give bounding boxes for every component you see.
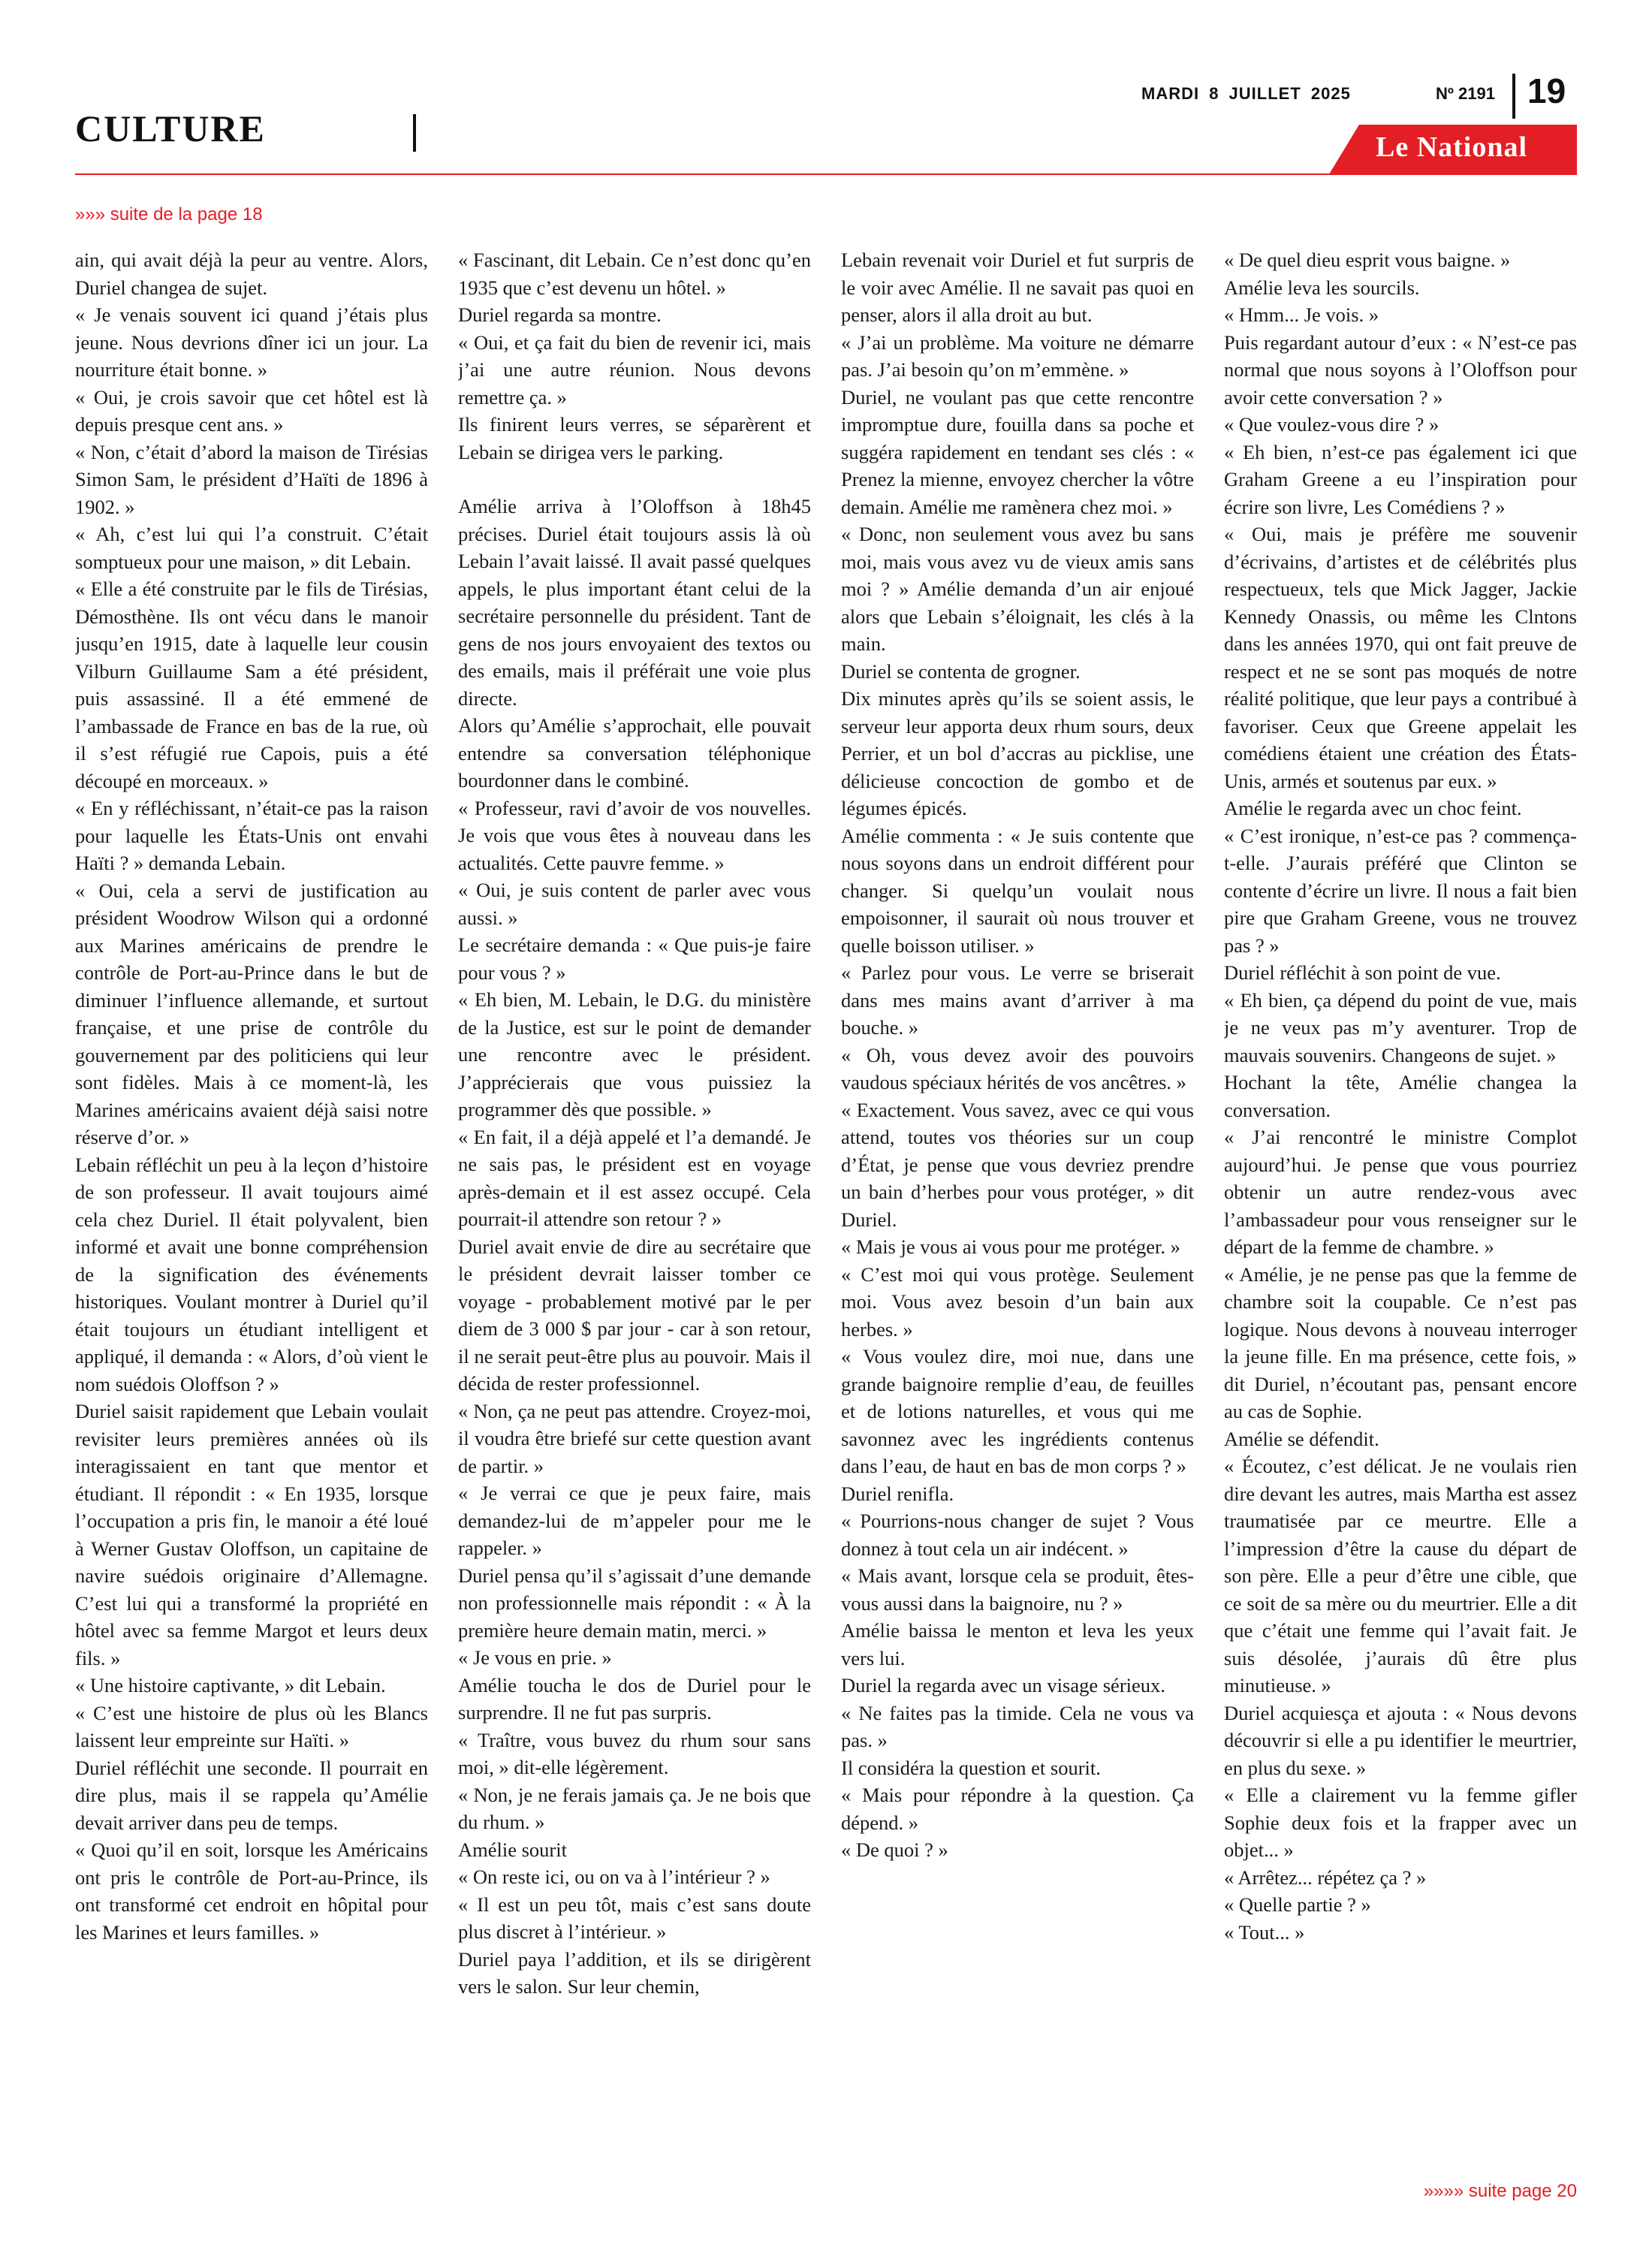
article-paragraph: « Donc, non seulement vous avez bu sans moi, mais vous avez vu de vieux amis sans moi ? » Amélie demanda d’un air enjoué alors que Lebain s’éloignait, les clés à la main. [841, 523, 1194, 655]
article-paragraph: « Fascinant, dit Lebain. Ce n’est donc qu’en 1935 que c’est devenu un hôtel. » [458, 249, 811, 299]
article-body [75, 246, 1577, 2154]
publication-date: MARDI 8 JUILLET 2025 [1141, 84, 1351, 103]
article-paragraph: « Ne faites pas la timide. Cela ne vous va pas. » [841, 1701, 1194, 1751]
page-header [0, 0, 1652, 195]
article-paragraph: « Il est un peu tôt, mais c’est sans doute plus discret à l’intérieur. » [458, 1893, 811, 1943]
article-column-1 [75, 246, 428, 2154]
article-paragraph: Amélie le regarda avec un choc feint. [1224, 797, 1522, 819]
header-rule [75, 173, 1577, 175]
article-paragraph: Duriel, ne voulant pas que cette rencontre impromptue dure, fouilla dans sa poche et suggéra rapidement en tendant ses clés : « Prenez la mienne, envoyez chercher la vôtre demain. Amélie me ramènera chez moi. » [841, 385, 1194, 518]
article-paragraph: « J’ai un problème. Ma voiture ne démarre pas. J’ai besoin qu’on m’emmène. » [841, 330, 1194, 381]
article-paragraph: Alors qu’Amélie s’approchait, elle pouvait entendre sa conversation téléphonique bourdonner dans le combiné. [458, 714, 811, 792]
article-paragraph: « Arrêtez... répétez ça ? » [1224, 1865, 1427, 1889]
article-paragraph: « Une histoire captivante, » dit Lebain. [75, 1674, 386, 1697]
article-paragraph: « Parlez pour vous. Le verre se briserait dans mes mains avant d’arriver à ma bouche. » [841, 961, 1194, 1039]
article-paragraph: « En y réfléchissant, n’était-ce pas la raison pour laquelle les États-Unis ont envahi Haïti ? » demanda Lebain. [75, 797, 428, 874]
article-paragraph: Duriel pensa qu’il s’agissait d’une demande non professionnelle mais répondit : « À la première heure demain matin, merci. » [458, 1564, 811, 1642]
article-paragraph: Duriel paya l’addition, et ils se dirigèrent vers le salon. Sur leur chemin, [458, 1947, 811, 1998]
article-paragraph: « Quoi qu’il en soit, lorsque les Américains ont pris le contrôle de Port-au-Prince, ils ont transformé cet endroit en hôpital pour les Marines et leurs familles. » [75, 1838, 428, 1944]
article-paragraph: Amélie se défendit. [1224, 1427, 1379, 1450]
article-paragraph: Duriel saisit rapidement que Lebain voulait revisiter leurs premières années où ils interagissaient en tant que mentor et étudiant. Il répondit : « En 1935, lorsque l’occupation a pris fin, le manoir a été loué à Werner Gustav Oloffson, un capitaine de navire suédois originaire d’Allemagne. C’est lui qui a transformé la propriété en hôtel avec sa femme Margot et leurs deux fils. » [75, 1400, 428, 1669]
article-paragraph: « Non, je ne ferais jamais ça. Je ne bois que du rhum. » [458, 1783, 811, 1833]
article-column-2 [458, 246, 811, 2154]
article-paragraph: Amélie toucha le dos de Duriel pour le surprendre. Il ne fut pas surpris. [458, 1673, 811, 1724]
article-paragraph: « Eh bien, ça dépend du point de vue, mais je ne veux pas m’y aventurer. Trop de mauvais souvenirs. Changeons de sujet. » [1224, 988, 1577, 1066]
issue-number: Nº 2191 [1436, 84, 1495, 103]
page-number: 19 [1527, 71, 1566, 110]
article-column-3 [841, 246, 1194, 2154]
article-paragraph: « Je verrai ce que je peux faire, mais demandez-lui de m’appeler pour me le rappeler. » [458, 1482, 811, 1559]
article-paragraph: « Pourrions-nous changer de sujet ? Vous donnez à tout cela un air indécent. » [841, 1510, 1194, 1560]
article-paragraph: « Que voulez-vous dire ? » [1224, 413, 1439, 436]
section-title: CULTURE [75, 107, 266, 149]
article-paragraph: « Mais pour répondre à la question. Ça dépend. » [841, 1784, 1194, 1834]
article-paragraph: Puis regardant autour d’eux : « N’est-ce pas normal que nous soyons à l’Oloffson pour avoir cette conversation ? » [1224, 330, 1577, 409]
article-paragraph: « Mais je vous ai vous pour me protéger. » [841, 1235, 1180, 1258]
page-number-divider [1512, 74, 1515, 119]
article-paragraph: Amélie commenta : « Je suis contente que nous soyons dans un endroit différent pour changer. Si quelqu’un voulait nous empoisonner, il saurait où nous trouver et quelle boisson utiliser. » [841, 824, 1194, 957]
article-paragraph: Lebain revenait voir Duriel et fut surpris de le voir avec Amélie. Il ne savait pas quoi en penser, alors il alla droit au but. [841, 249, 1194, 326]
article-paragraph: Amélie leva les sourcils. [1224, 276, 1420, 299]
article-paragraph: « C’est une histoire de plus où les Blancs laissent leur empreinte sur Haïti. » [75, 1701, 428, 1751]
article-paragraph: « Oui, je crois savoir que cet hôtel est là depuis presque cent ans. » [75, 385, 428, 436]
article-paragraph: Duriel avait envie de dire au secrétaire que le président devrait laisser tomber ce voyage - probablement motivé par le per diem de 3 000 $ par jour - car à son retour, il ne serait peut-être plus au pouvoir. Mais il décida de rester professionnel. [458, 1235, 811, 1395]
article-paragraph: « Eh bien, n’est-ce pas également ici que Graham Greene a eu l’inspiration pour écrire son livre, Les Comédiens ? » [1224, 440, 1577, 518]
article-paragraph: Duriel renifla. [841, 1482, 954, 1505]
article-paragraph: « Mais avant, lorsque cela se produit, êtes-vous aussi dans la baignoire, nu ? » [841, 1564, 1194, 1615]
article-paragraph: « Oui, cela a servi de justification au président Woodrow Wilson qui a ordonné aux Marines américains de prendre le contrôle de Port-au-Prince dans le but de diminuer l’influence allemande, et surtout française, et une prise de contrôle du gouvernement par des politiciens qui leur sont fidèles. Mais à ce moment-là, les Marines américains avaient déjà saisi notre réserve d’or. » [75, 879, 428, 1148]
article-paragraph: Dix minutes après qu’ils se soient assis, le serveur leur apporta deux rhum sours, deux Perrier, et un bol d’accras au picklise, une délicieuse concoction de gombo et de légumes épicés. [841, 687, 1194, 819]
article-paragraph: « On reste ici, ou on va à l’intérieur ? » [458, 1865, 770, 1888]
article-paragraph: « Je venais souvent ici quand j’étais plus jeune. Nous devrions dîner ici un jour. La nourriture était bonne. » [75, 303, 428, 381]
article-paragraph: Duriel se contenta de grogner. [841, 659, 1081, 683]
newspaper-name: Le National [1376, 131, 1528, 163]
article-paragraph: Amélie sourit [458, 1838, 567, 1861]
article-paragraph: « C’est ironique, n’est-ce pas ? commença-t-elle. J’aurais préféré que Clinton se contente d’écrire un livre. Il nous a fait bien pire que Graham Greene, vous ne trouvez pas ? » [1224, 824, 1577, 957]
article-paragraph: « Oui, je suis content de parler avec vous aussi. » [458, 879, 811, 929]
article-paragraph: Duriel la regarda avec un visage sérieux. [841, 1674, 1165, 1697]
article-paragraph: « Tout... » [1224, 1920, 1305, 1944]
article-paragraph: Duriel réfléchit à son point de vue. [1224, 961, 1501, 984]
article-paragraph: « Hmm... Je vois. » [1224, 303, 1379, 326]
article-paragraph: « Quelle partie ? » [1224, 1893, 1371, 1916]
article-paragraph: Duriel regarda sa montre. [458, 303, 662, 326]
article-paragraph: Duriel réfléchit une seconde. Il pourrait en dire plus, mais il se rappela qu’Amélie devait arriver dans peu de temps. [75, 1756, 428, 1834]
article-paragraph: « Elle a clairement vu la femme gifler Sophie deux fois et la frapper avec un objet... » [1224, 1784, 1577, 1861]
article-column-4 [1224, 246, 1577, 2154]
section-title-divider [413, 114, 416, 152]
article-paragraph: ain, qui avait déjà la peur au ventre. Alors, Duriel changea de sujet. [75, 249, 428, 299]
article-paragraph: Duriel acquiesça et ajouta : « Nous devons découvrir si elle a pu identifier le meurtrier, en plus du sexe. » [1224, 1701, 1577, 1779]
article-paragraph: « Je vous en prie. » [458, 1646, 612, 1669]
article-paragraph: « Écoutez, c’est délicat. Je ne voulais rien dire devant les autres, mais Martha est assez traumatisée par ce meurtre. Elle a l’impression d’être la cause du départ de son père. Elle a peur d’être une cible, que ce soit de sa mère ou du meurtrier. Elle a dit que c’était une femme qui l’avait fait. Je suis désolée, j’aurais dû être plus minutieuse. » [1224, 1455, 1577, 1697]
article-paragraph: « Traître, vous buvez du rhum sour sans moi, » dit-elle légèrement. [458, 1728, 811, 1778]
article-paragraph: Hochant la tête, Amélie changea la conversation. [1224, 1071, 1577, 1121]
article-paragraph: « Professeur, ravi d’avoir de vos nouvelles. Je vois que vous êtes à nouveau dans les actualités. Cette pauvre femme. » [458, 796, 811, 874]
article-paragraph: « Elle a été construite par le fils de Tirésias, Démosthène. Ils ont vécu dans le manoir jusqu’en 1915, date à laquelle leur cousin Vilburn Guillaume Sam a été président, puis assassiné. Il a été emmené de l’ambassade de France en bas de la rue, où il s’est réfugié rue Capois, puis a été découpé en morceaux. » [75, 578, 428, 792]
article-paragraph: Amélie baissa le menton et leva les yeux vers lui. [841, 1619, 1194, 1669]
continued-from-link[interactable]: »»» suite de la page 18 [75, 204, 263, 225]
article-paragraph: Amélie arriva à l’Oloffson à 18h45 précises. Duriel était toujours assis là où Lebain l’avait laissé. Il avait passé quelques appels, le plus important étant celui de la secrétaire personnelle du président. Tant de gens de nos jours envoyaient des textos ou des emails, mais il préférait une voie plus directe. [458, 495, 811, 710]
article-paragraph: Il considéra la question et sourit. [841, 1756, 1101, 1779]
article-paragraph: « Amélie, je ne pense pas que la femme de chambre soit la coupable. Ce n’est pas logique. Nous devons à nouveau interroger la jeune fille. En ma présence, cette fois, » dit Duriel, n’écoutant pas, pensant encore au cas de Sophie. [1224, 1262, 1577, 1422]
continued-to-link[interactable]: »»»» suite page 20 [1423, 2181, 1577, 2201]
article-paragraph: « Oui, et ça fait du bien de revenir ici, mais j’ai une autre réunion. Nous devons remettre ça. » [458, 330, 811, 409]
article-paragraph: Le secrétaire demanda : « Que puis-je faire pour vous ? » [458, 933, 811, 984]
article-paragraph: « De quel dieu esprit vous baigne. » [1224, 249, 1511, 271]
article-paragraph: « Oh, vous devez avoir des pouvoirs vaudous spéciaux hérités de vos ancêtres. » [841, 1043, 1194, 1093]
article-paragraph: « Vous voulez dire, moi nue, dans une grande baignoire remplie d’eau, de feuilles et de lotions naturelles, et vous qui me savonnez avec les ingrédients contenus dans l’eau, de haut en bas de mon corps ? » [841, 1345, 1194, 1477]
article-paragraph: « Exactement. Vous savez, avec ce qui vous attend, toutes vos théories sur un coup d’État, je pense que vous devriez prendre un bain d’herbes pour vous protéger, » dit Duriel. [841, 1098, 1194, 1231]
article-paragraph: « En fait, il a déjà appelé et l’a demandé. Je ne sais pas, le président est en voyage après-demain et il est assez occupé. Cela pourrait-il attendre son retour ? » [458, 1125, 811, 1230]
article-paragraph: Ils finirent leurs verres, se séparèrent et Lebain se dirigea vers le parking. [458, 413, 811, 463]
article-paragraph: « Oui, mais je préfère me souvenir d’écrivains, d’artistes et de célébrités plus respectueux, tels que Mick Jagger, Jackie Kennedy Onassis, ou même les Clntons dans les années 1970, qui ont fait preuve de respect et ne se sont pas moqués de notre réalité politique, que leur pays a contribué à favoriser. Ceux que Greene appelait les comédiens étaient une création des États-Unis, armés et soutenus par eux. » [1224, 523, 1577, 792]
article-paragraph: « Eh bien, M. Lebain, le D.G. du ministère de la Justice, est sur le point de demander une rencontre avec le président. J’apprécierais que vous puissiez la programmer dès que possible. » [458, 988, 811, 1120]
article-paragraph: « De quoi ? » [841, 1838, 948, 1861]
article-paragraph: « C’est moi qui vous protège. Seulement moi. Vous avez besoin d’un bain aux herbes. » [841, 1262, 1194, 1341]
article-paragraph: « Non, c’était d’abord la maison de Tirésias Simon Sam, le président d’Haïti de 1896 à 1902. » [75, 440, 428, 518]
article-paragraph: Lebain réfléchit un peu à la leçon d’histoire de son professeur. Il avait toujours aimé cela chez Duriel. Il était polyvalent, bien informé et avait une bonne compréhension de la signification des événements historiques. Voulant montrer à Duriel qu’il était toujours un étudiant intelligent et appliqué, il demanda : « Alors, d’où vient le nom suédois Oloffson ? » [75, 1153, 428, 1395]
article-paragraph: « Non, ça ne peut pas attendre. Croyez-moi, il voudra être briefé sur cette question avant de partir. » [458, 1399, 811, 1477]
article-paragraph: « Ah, c’est lui qui l’a construit. C’était somptueux pour une maison, » dit Lebain. [75, 523, 428, 573]
article-paragraph: « J’ai rencontré le ministre Complot aujourd’hui. Je pense que vous pourriez obtenir un autre rendez-vous avec l’ambassadeur pour vous renseigner sur le départ de la femme de chambre. » [1224, 1126, 1577, 1258]
